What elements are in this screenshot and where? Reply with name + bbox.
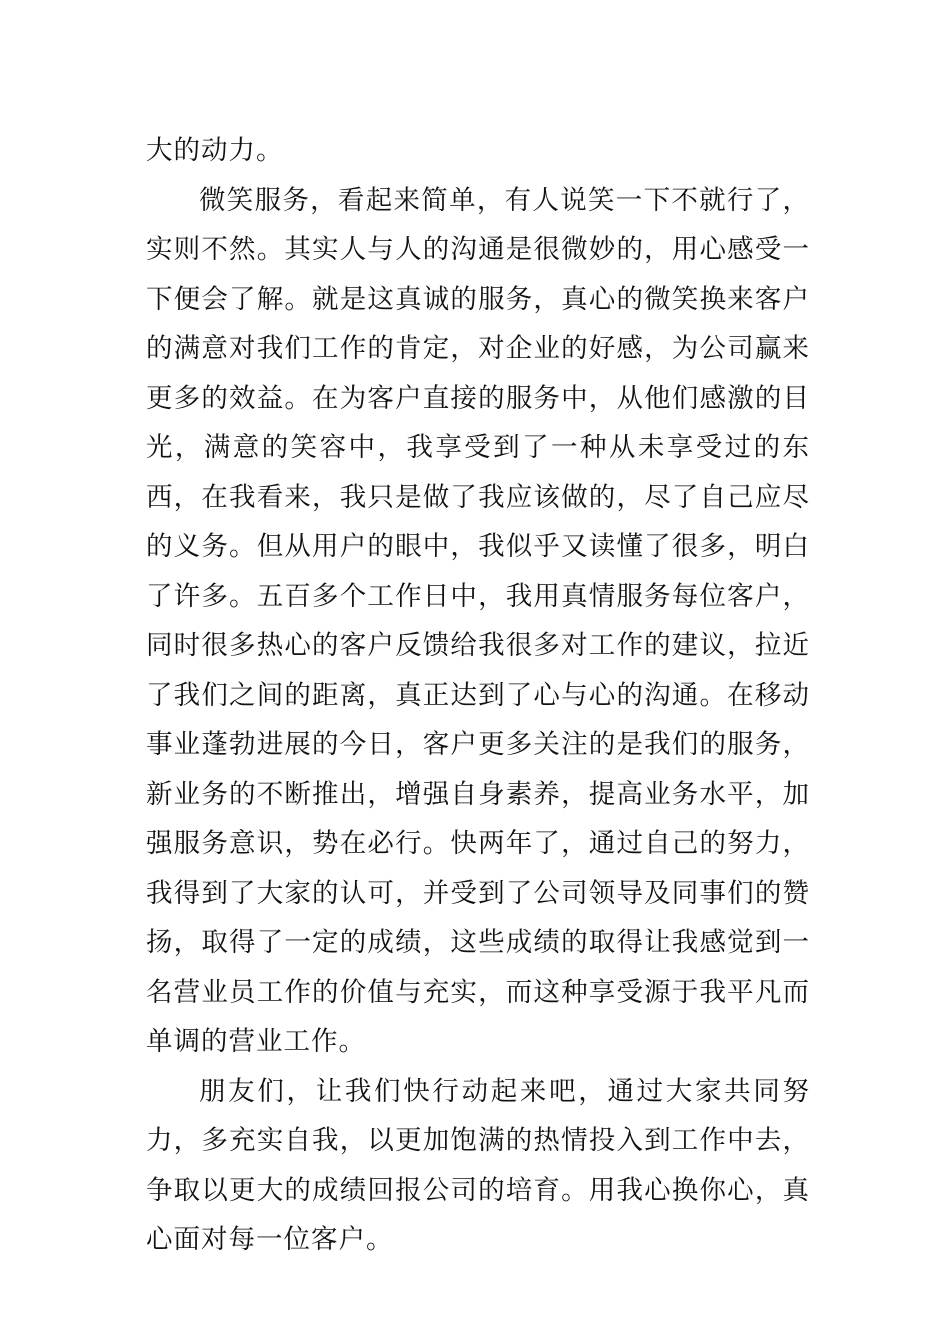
paragraph-smile-service: 微笑服务，看起来简单，有人说笑一下不就行了，实则不然。其实人与人的沟通是很微妙的，用心感受一下便会了解。就是这真诚的服务，真心的微笑换来客户的满意对我们工作的肯定，对企业的好感，为公司赢来更多的效益。在为客户直接的服务中，从他们感激的目光，满意的笑容中，我享受到了一种从未享受过的东西，在我看来，我只是做了我应该做的，尽了自己应尽的义务。但从用户的眼中，我似乎又读懂了很多，明白了许多。五百多个工作日中，我用真情服务每位客户，同时很多热心的客户反馈给我很多对工作的建议，拉近了我们之间的距离，真正达到了心与心的沟通。在移动事业蓬勃进展的今日，客户更多关注的是我们的服务，新业务的不断推出，增强自身素养，提高业务水平，加强服务意识，势在必行。快两年了，通过自己的努力，我得到了大家的认可，并受到了公司领导及同事们的赞扬，取得了一定的成绩，这些成绩的取得让我感觉到一名营业员工作的价值与充实，而这种享受源于我平凡而单调的营业工作。 xyxy=(146,184,810,1057)
document-body xyxy=(146,126,810,1265)
paragraph-continuation: 大的动力。 xyxy=(146,135,284,166)
paragraph-closing: 朋友们，让我们快行动起来吧，通过大家共同努力，多充实自我，以更加饱满的热情投入到工作中去，争取以更大的成绩回报公司的培育。用我心换你心，真心面对每一位客户。 xyxy=(146,1075,810,1255)
